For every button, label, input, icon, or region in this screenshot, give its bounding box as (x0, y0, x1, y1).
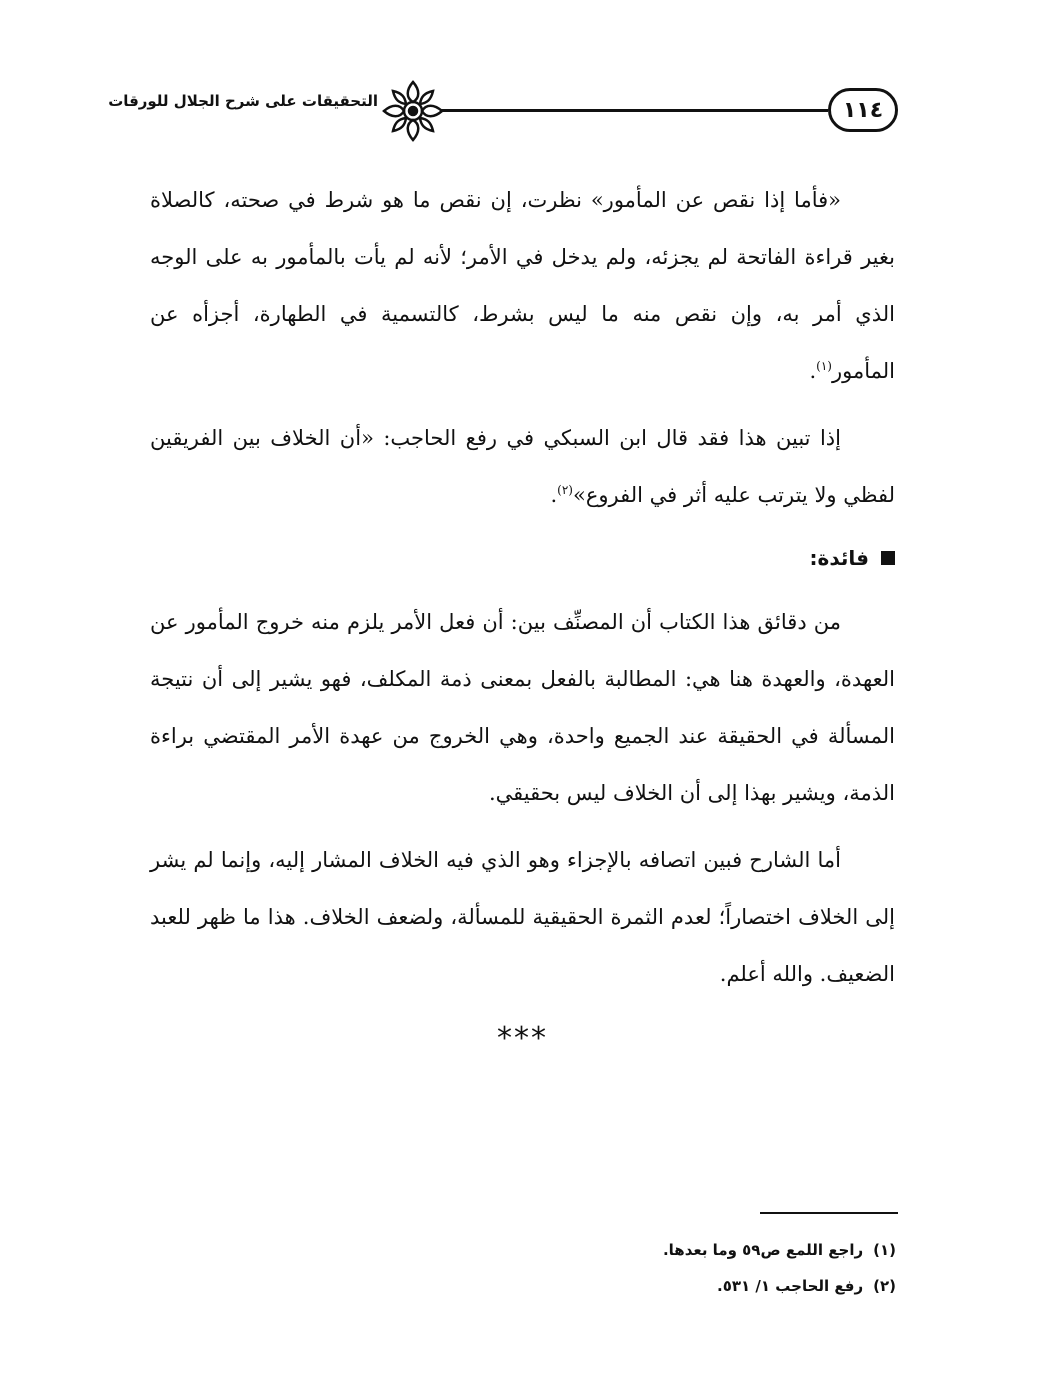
paragraph-1 (150, 172, 895, 400)
running-title: التحقيقات على شرح الجلال للورقات (108, 92, 378, 110)
footnote-ref-2[interactable]: (٢) (557, 483, 573, 497)
header-rule (440, 109, 828, 112)
section-separator: *** (497, 1021, 548, 1056)
paragraph-2 (150, 410, 895, 524)
paragraph-3: من دقائق هذا الكتاب أن المصنِّف بين: أن فعل الأمر يلزم منه خروج المأمور عن العهدة، والعهدة هنا هي: المطالبة بالفعل بمعنى ذمة المكلف، فهو يشير إلى أن نتيجة المسألة في الحقيقة عند الجميع واحدة، وهي الخروج من عهدة الأمر المقتضي براءة الذمة، ويشير بهذا إلى أن الخلاف ليس بحقيقي. (150, 610, 895, 805)
footnote-1-text: راجع اللمع ص٥٩ وما بعدها. (662, 1241, 864, 1259)
square-bullet-icon (881, 551, 895, 565)
footnote-rule (760, 1212, 898, 1214)
footnote-1 (450, 1232, 896, 1268)
floral-ornament-icon (378, 76, 448, 146)
body-text (150, 172, 895, 1059)
footnote-2-text: رفع الحاجب ١/ ٥٣١. (717, 1277, 864, 1295)
footnote-1-number: (١) (873, 1241, 896, 1259)
page-number: ١١٤ (828, 88, 898, 132)
paragraph-4: أما الشارح فبين اتصافه بالإجزاء وهو الذي فيه الخلاف المشار إليه، وإنما لم يشر إلى الخلاف اختصاراً؛ لعدم الثمرة الحقيقية للمسألة، ولضعف الخلاف. هذا ما ظهر للعبد الضعيف. والله أعلم. (150, 848, 895, 986)
paragraph-1-end: . (809, 359, 817, 383)
paragraph-2-text: إذا تبين هذا فقد قال ابن السبكي في رفع الحاجب: «أن الخلاف بين الفريقين لفظي ولا يترتب عليه أثر في الفروع» (150, 426, 895, 507)
footnote-ref-1[interactable]: (١) (816, 359, 832, 373)
benefit-heading-label: فائدة: (809, 545, 869, 570)
footnote-2-number: (٢) (873, 1277, 896, 1295)
benefit-heading (150, 538, 895, 578)
footnotes (450, 1232, 896, 1304)
paragraph-1-text: «فأما إذا نقص عن المأمور» نظرت، إن نقص ما هو شرط في صحته، كالصلاة بغير قراءة الفاتحة لم يجزئه، ولم يدخل في الأمر؛ لأنه لم يأت بالمأمور به على الوجه الذي أمر به، وإن نقص منه ما ليس بشرط، كالتسمية في الطهارة، أجزأه عن المأمور (150, 188, 895, 383)
paragraph-2-end: . (550, 483, 558, 507)
page-header (108, 72, 910, 152)
footnote-2 (450, 1268, 896, 1304)
